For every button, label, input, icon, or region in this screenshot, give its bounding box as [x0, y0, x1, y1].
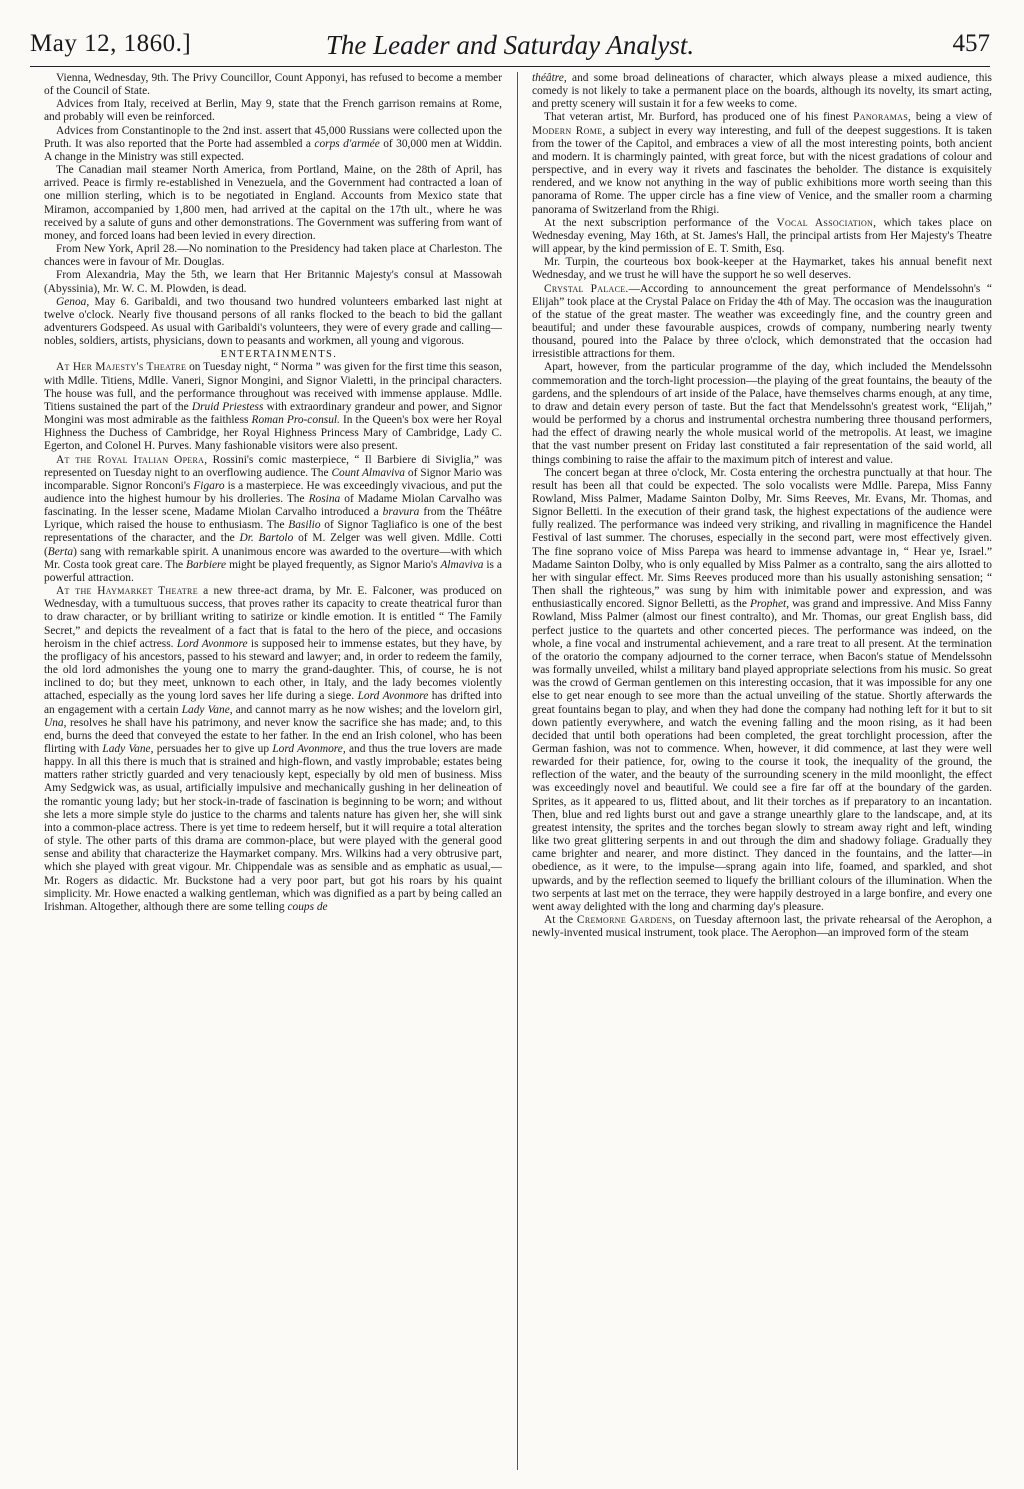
- entertainment-paragraph: That veteran artist, Mr. Burford, has produced one of his finest Panoramas, being a view of Modern Rome, a subject in every way interesting, and full of the deepest suggestions. It is taken from the tower of the Capitol, and embraces a view of all the most interesting points, both ancient and modern. It is charmingly painted, with great force, but with the nicest gradations of colour and perspective, and in every way it rivets and fascinates the beholder. The distance is exquisitely rendered, and we know not anything in the way of public exhibitions more worth seeing than this panorama of Rome. The upper circle has a fine view of Venice, and the smaller room a charming panorama of Switzerland from the Rhigi.: [532, 111, 992, 216]
- issue-date: May 12, 1860.]: [30, 30, 192, 57]
- left-column: [44, 72, 502, 1472]
- entertainment-paragraph: At the Cremorne Gardens, on Tuesday afternoon last, the private rehearsal of the Aerophon, a newly-invented musical instrument, took place. The Aerophon—an improved form of the steam: [532, 914, 992, 940]
- entertainment-paragraph: At Her Majesty's Theatre on Tuesday night, “ Norma ” was given for the first time this season, with Mdlle. Titiens, Mdlle. Vaneri, Signor Mongini, and Signor Vialetti, in the principal characters. The house was full, and the performance throughout was received with immense applause. Mdlle. Titiens sustained the part of the Druid Priestess with extraordinary grandeur and power, and Signor Mongini was most admirable as the faithless Roman Pro-consul. In the Queen's box were her Royal Highness the Duchess of Cambridge, her Royal Highness Princess Mary of Cambridge, Lady C. Egerton, and Colonel H. Purves. Many fashionable visitors were also present.: [44, 361, 502, 453]
- news-paragraph: The Canadian mail steamer North America, from Portland, Maine, on the 28th of April, has arrived. Peace is firmly re-established in Venezuela, and the Government had contracted a loan of one million sterling, which is to be negotiated in England. Accounts from Mexico state that Miramon, accompanied by 1,800 men, had arrived at the capital on the 17th ult., where he was received by a salute of guns and other demonstrations. The Government was suffering from want of money, and forced loans had been levied in every direction.: [44, 164, 502, 242]
- entertainment-paragraph: Mr. Turpin, the courteous box book-keeper at the Haymarket, takes his annual benefit next Wednesday, and we trust he will have the support he so well deserves.: [532, 256, 992, 282]
- news-paragraph: From New York, April 28.—No nomination to the Presidency had taken place at Charleston. The chances were in favour of Mr. Douglas.: [44, 243, 502, 269]
- entertainment-paragraph: At the next subscription performance of the Vocal Association, which takes place on Wednesday evening, May 16th, at St. James's Hall, the principal artists from Her Majesty's Theatre will appear, by the kind permission of E. T. Smith, Esq.: [532, 216, 992, 256]
- news-paragraph: Vienna, Wednesday, 9th. The Privy Councillor, Count Apponyi, has refused to become a member of the Council of State.: [44, 72, 502, 98]
- news-paragraph: Advices from Italy, received at Berlin, May 9, state that the French garrison remains at Rome, and probably will even be reinforced.: [44, 98, 502, 124]
- section-title: ENTERTAINMENTS.: [220, 349, 338, 361]
- page-number: 457: [952, 30, 990, 57]
- news-paragraph: From Alexandria, May the 5th, we learn that Her Britannic Majesty's consul at Massowah (Abyssinia), Mr. W. C. M. Plowden, is dead.: [44, 269, 502, 295]
- entertainment-paragraph: Crystal Palace.—According to announcement the great performance of Mendelssohn's “ Elijah” took place at the Crystal Palace on Friday the 4th of May. The occasion was the inauguration of the statue of the great master. The weather was exceedingly fine, and the country green and beautiful; and under these favourable auspices, crowds of company, numbering nearly twenty thousand, poured into the Palace by three o'clock, which demonstrated that the occasion had irresistible attractions for them.: [532, 282, 992, 361]
- column-divider: [517, 72, 518, 1470]
- entertainment-paragraph: The concert began at three o'clock, Mr. Costa entering the orchestra punctually at that hour. The result has been all that could be expected. The solo vocalists were Mdlle. Parepa, Miss Fanny Rowland, Miss Palmer, Madame Sainton Dolby, Mr. Sims Reeves, Mr. Evans, Mr. Thomas, and Signor Belletti. In the execution of their grand task, the highest expectations of the audience were fully realized. The performance was indeed very striking, and rivalling in magnificence the Handel Festival of last summer. The choruses, especially in the second part, were most effectively given. The fine soprano voice of Miss Parepa was heard to immense advantage in, “ Hear ye, Israel.” Madame Sainton Dolby, who is only equalled by Miss Palmer as a contralto, sang the airs allotted to her with singular effect. Mr. Sims Reeves produced more than his usually astonishing sensation; “ Then shall the righteous,” was sung by him with inimitable power and expression, and was enthusiastically encored. Signor Belletti, as the Prophet, was grand and impressive. And Miss Fanny Rowland, Miss Palmer (almost our finest contralto), and Mr. Thomas, our great English bass, did perfect justice to the quartets and other concerted pieces. The performance was indeed, on the whole, a fine vocal and instrumental achievement, and a rare treat to all present. At the termination of the oratorio the company adjourned to the corner terrace, when Bacon's statue of Mendelssohn was formally unveiled, whilst a military band played appropriate selections from his music. So great was the crowd of German gentlemen on this interesting occasion, that it was impossible for any one else to get near enough to see more than the actual unveiling of the statue. Shortly afterwards the great fountains began to play, and when they had done the company had nothing left for it but to sit down patiently everywhere, and watch the evening falling and the moon rising, as it had been decided that until both operations had been completed, the great torchlight procession, after the German fashion, was not to commence. When, however, it did commence, at last they were well rewarded for their patience, for, owing to the course it took, the inequality of the ground, the reflection of the water, and the beauty of the surrounding scenery in the mild moonlight, the effect was exceedingly novel and beautiful. We could see a fire far off at the boundary of the garden. Sprites, as it appeared to us, flitted about, and lit their torches as if preparatory to an incantation. Then, blue and red lights burst out and gave a strange unearthly glare to the landscape, and, at its greatest intensity, the sprites and the torches began slowly to stream away right and left, winding like two great glittering serpents in and out through the dim and shadowy foliage. Gradually they came brighter and nearer, and more distinct. They danced in the fountains, and the latter—in obedience, as it were, to the impulse—sprang again into life, foamed, and sparkled, and shot upwards, and by the reflection seemed to liquefy the brilliant colours of the illumination. When the two serpents at last met on the terrace, they were happily destroyed in a large bonfire, and every one went away delighted with the long and charming day's pleasure.: [532, 466, 992, 913]
- news-paragraph: Advices from Constantinople to the 2nd inst. assert that 45,000 Russians were collected upon the Pruth. It was also reported that the Porte had assembled a corps d'armée of 30,000 men at Widdin. A change in the Ministry was still expected.: [44, 124, 502, 163]
- right-column: [532, 72, 992, 1472]
- entertainment-paragraph: Apart, however, from the particular programme of the day, which included the Mendelssohn commemoration and the torch-light procession—the playing of the great fountains, the beauty of the gardens, and the splendours of art inside of the Palace, have themselves charms enough, at any time, to draw and detain every person of taste. But the fact that Mendelssohn's greatest work, “Elijah,” would be performed by a chorus and instrumental orchestra numbering three thousand performers, had the effect of drawing nearly the whole musical world of the metropolis. At least, we imagine that the vast number present on Friday last constituted a fair representation of the said world, all things combining to raise the affair to the maximum pitch of interest and value.: [532, 361, 992, 466]
- entertainment-paragraph: théâtre, and some broad delineations of character, which always please a mixed audience, this comedy is not likely to take a permanent place on the boards, although its novelty, its smart acting, and pretty scenery will sustain it for a few weeks to come.: [532, 72, 992, 111]
- page-header: [30, 26, 990, 67]
- news-paragraph: Genoa, May 6. Garibaldi, and two thousand two hundred volunteers embarked last night at twelve o'clock. Nearly five thousand persons of all ranks flocked to the beach to bid the gallant adventurers Godspeed. As usual with Garibaldi's volunteers, they were of every grade and calling—nobles, soldiers, artists, physicians, down to peasants and workmen, all young and vigorous.: [44, 295, 502, 348]
- entertainment-paragraph: At the Royal Italian Opera, Rossini's comic masterpiece, “ Il Barbiere di Siviglia,” was represented on Tuesday night to an overflowing audience. The Count Almaviva of Signor Mario was incomparable. Signor Ronconi's Figaro is a masterpiece. He was exceedingly vivacious, and put the audience into the highest humour by his drolleries. The Rosina of Madame Miolan Carvalho was fascinating. In the lesser scene, Madame Miolan Carvalho introduced a bravura from the Théâtre Lyrique, which raised the house to enthusiasm. The Basilio of Signor Tagliafico is one of the best representations of the character, and the Dr. Bartolo of M. Zelger was well given. Mdlle. Cotti (Berta) sang with remarkable spirit. A unanimous encore was awarded to the overture—with which Mr. Costa took great care. The Barbiere might be played frequently, as Signor Mario's Almaviva is a powerful attraction.: [44, 453, 502, 584]
- publication-title: The Leader and Saturday Analyst.: [325, 30, 695, 60]
- entertainment-paragraph: At the Haymarket Theatre a new three-act drama, by Mr. E. Falconer, was produced on Wednesday, with a tumultuous success, that proves rather its capacity to create theatrical furor than to draw character, or by brilliant writing to satirize or kindle emotion. It is entitled “ The Family Secret,” and depicts the revealment of a fact that is fatal to the hero of the piece, and occasions heroism in the chief actress. Lord Avonmore is supposed heir to immense estates, but they have, by the profligacy of his ancestors, passed to his steward and lawyer; and, in order to redeem the family, the old lord admonishes the young one to marry the grand-daughter. This, of course, he is not inclined to do; but they meet, unknown to each other, in Italy, and the lady becomes violently attached, especially as the young lord saves her life during a siege. Lord Avonmore has drifted into an engagement with a certain Lady Vane, and cannot marry as he now wishes; and the lovelorn girl, Una, resolves he shall have his patrimony, and never know the sacrifice she has made; and, to this end, burns the deed that conveyed the estate to her father. In the end an Irish colonel, who has been flirting with Lady Vane, persuades her to give up Lord Avonmore, and thus the true lovers are made happy. In all this there is much that is strained and high-flown, and vastly improbable; estates being matters rather strictly guarded and very tenaciously kept, especially by old men of business. Miss Amy Sedgwick was, as usual, artificially impulsive and mechanically gushing in her delineation of the romantic young lady; but her stock-in-trade of fascination is beginning to be worn; and without she lets a more simple style do justice to the charms and talents nature has given her, she will sink into a common-place actress. There is yet time to redeem herself, but it will require a total alteration of style. The other parts of this drama are common-place, but were played with the general good sense and ability that characterize the Haymarket company. Mrs. Wilkins had a very obtrusive part, which she played with great vigour. Mr. Chippendale was as sensible and as emphatic as usual,—Mr. Rogers as didactic. Mr. Buckstone had a very poor part, but got his roars by his quaint simplicity. Mr. Howe enacted a walking gentleman, which was dignified as a part by being called an Irishman. Altogether, although there are some telling coups de: [44, 585, 502, 913]
